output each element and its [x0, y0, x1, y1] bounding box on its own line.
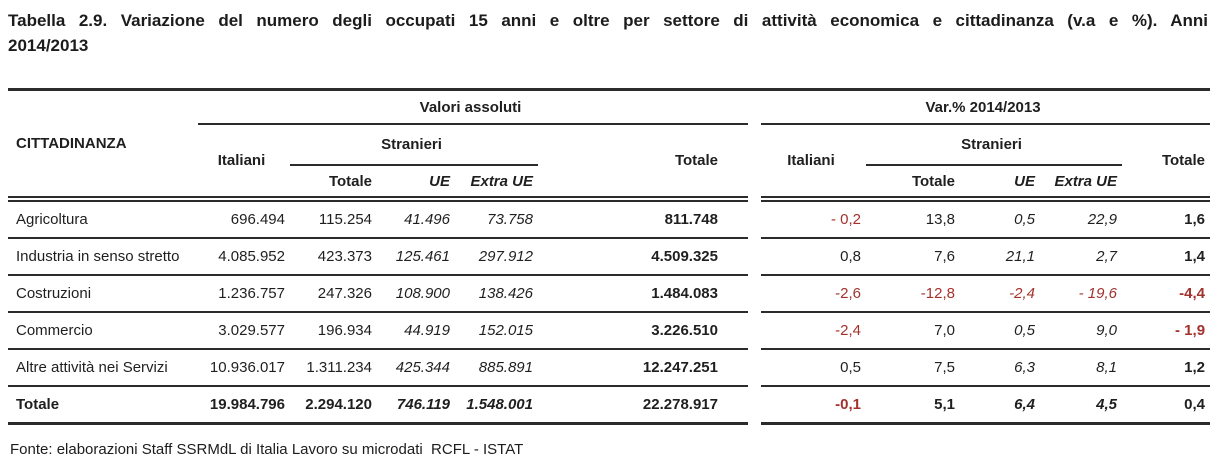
table-cell: 6,4: [960, 386, 1040, 424]
table-cell: 8,1: [1040, 349, 1122, 386]
row-label: Agricoltura: [8, 199, 198, 238]
table-cell: 1.311.234: [290, 349, 377, 386]
column-gap: [748, 349, 761, 386]
table-header: [8, 90, 1210, 200]
table-cell: 696.494: [198, 199, 290, 238]
table-cell: 1,2: [1122, 349, 1210, 386]
table-cell: 1.236.757: [198, 275, 290, 312]
table-cell: 9,0: [1040, 312, 1122, 349]
table-cell: 5,1: [866, 386, 960, 424]
table-cell: 1,4: [1122, 238, 1210, 275]
table-cell: 297.912: [455, 238, 538, 275]
table-cell: 4.085.952: [198, 238, 290, 275]
source-note: Fonte: elaborazioni Staff SSRMdL di Italia Lavoro su microdati RCFL - ISTAT: [10, 441, 524, 458]
column-gap: [748, 238, 761, 275]
table-cell: 2.294.120: [290, 386, 377, 424]
table-cell: 0,8: [761, 238, 866, 275]
column-header-extra-ue-var: Extra UE: [1040, 165, 1122, 199]
table-row-altre-attivita: [8, 349, 1210, 386]
table-row-costruzioni: [8, 275, 1210, 312]
column-header-italiani-var: Italiani: [761, 124, 866, 199]
row-label: Altre attività nei Servizi: [8, 349, 198, 386]
table-cell: 73.758: [455, 199, 538, 238]
column-header-extra-ue-va: Extra UE: [455, 165, 538, 199]
table-cell: 125.461: [377, 238, 455, 275]
table-cell: 108.900: [377, 275, 455, 312]
table-cell: -0,1: [761, 386, 866, 424]
table-cell: 196.934: [290, 312, 377, 349]
table-cell: 2,7: [1040, 238, 1122, 275]
column-gap: [748, 90, 761, 200]
table-cell: 1.548.001: [455, 386, 538, 424]
table-cell: - 19,6: [1040, 275, 1122, 312]
table-cell: -2,4: [960, 275, 1040, 312]
table-cell: -12,8: [866, 275, 960, 312]
table-cell: 0,5: [960, 312, 1040, 349]
table-cell: 423.373: [290, 238, 377, 275]
group-header-stranieri-va: Stranieri: [290, 124, 538, 165]
table-cell: 44.919: [377, 312, 455, 349]
column-gap: [748, 275, 761, 312]
column-header-ue-va: UE: [377, 165, 455, 199]
column-header-cittadinanza: CITTADINANZA: [8, 90, 198, 200]
table-cell: 3.226.510: [538, 312, 748, 349]
table-cell: 1,6: [1122, 199, 1210, 238]
table-cell: 10.936.017: [198, 349, 290, 386]
table-cell: 22.278.917: [538, 386, 748, 424]
table-title-line1: Tabella 2.9. Variazione del numero degli occupati 15 anni e oltre per settore di attività economica e cittadinanza (v.a e %). Anni: [8, 11, 1208, 30]
table-cell: 138.426: [455, 275, 538, 312]
table-cell: -2,4: [761, 312, 866, 349]
table-cell: - 0,2: [761, 199, 866, 238]
table-cell: 4,5: [1040, 386, 1122, 424]
row-label: Costruzioni: [8, 275, 198, 312]
table-cell: 6,3: [960, 349, 1040, 386]
row-label: Commercio: [8, 312, 198, 349]
table-cell: 0,4: [1122, 386, 1210, 424]
table-cell: 4.509.325: [538, 238, 748, 275]
table-cell: 425.344: [377, 349, 455, 386]
table-cell: 7,6: [866, 238, 960, 275]
column-header-totale-var: Totale: [1122, 124, 1210, 199]
table-title-line2: 2014/2013: [8, 36, 89, 55]
column-header-ue-var: UE: [960, 165, 1040, 199]
group-header-var-percent: Var.% 2014/2013: [761, 90, 1210, 125]
table-cell: 21,1: [960, 238, 1040, 275]
table-cell: 746.119: [377, 386, 455, 424]
table-cell: 13,8: [866, 199, 960, 238]
table-cell: -2,6: [761, 275, 866, 312]
table-cell: 22,9: [1040, 199, 1122, 238]
group-header-valori-assoluti: Valori assoluti: [198, 90, 748, 125]
table-cell: 7,5: [866, 349, 960, 386]
table-cell: 7,0: [866, 312, 960, 349]
table-cell: 811.748: [538, 199, 748, 238]
table-cell: 12.247.251: [538, 349, 748, 386]
row-label: Industria in senso stretto: [8, 238, 198, 275]
table-cell: 1.484.083: [538, 275, 748, 312]
table-cell: 0,5: [761, 349, 866, 386]
column-gap: [748, 199, 761, 238]
table-cell: 247.326: [290, 275, 377, 312]
table-cell: -4,4: [1122, 275, 1210, 312]
table-cell: 152.015: [455, 312, 538, 349]
row-label: Totale: [8, 386, 198, 424]
table-body: [8, 199, 1210, 424]
column-header-totale-va: Totale: [538, 124, 748, 199]
data-table: [8, 88, 1210, 425]
column-header-str-totale-var: Totale: [866, 165, 960, 199]
table-cell: 41.496: [377, 199, 455, 238]
table-title: [8, 8, 1208, 58]
group-header-stranieri-var: Stranieri: [866, 124, 1122, 165]
column-header-str-totale-va: Totale: [290, 165, 377, 199]
table-cell: 115.254: [290, 199, 377, 238]
table-cell: 3.029.577: [198, 312, 290, 349]
column-header-italiani-va: Italiani: [198, 124, 290, 199]
column-gap: [748, 386, 761, 424]
table-cell: 19.984.796: [198, 386, 290, 424]
table-cell: - 1,9: [1122, 312, 1210, 349]
header-row-groups: [8, 90, 1210, 125]
table-row-industria: [8, 238, 1210, 275]
column-gap: [748, 312, 761, 349]
table-cell: 0,5: [960, 199, 1040, 238]
table-row-totale: [8, 386, 1210, 424]
table-row-agricoltura: [8, 199, 1210, 238]
table-row-commercio: [8, 312, 1210, 349]
table-cell: 885.891: [455, 349, 538, 386]
